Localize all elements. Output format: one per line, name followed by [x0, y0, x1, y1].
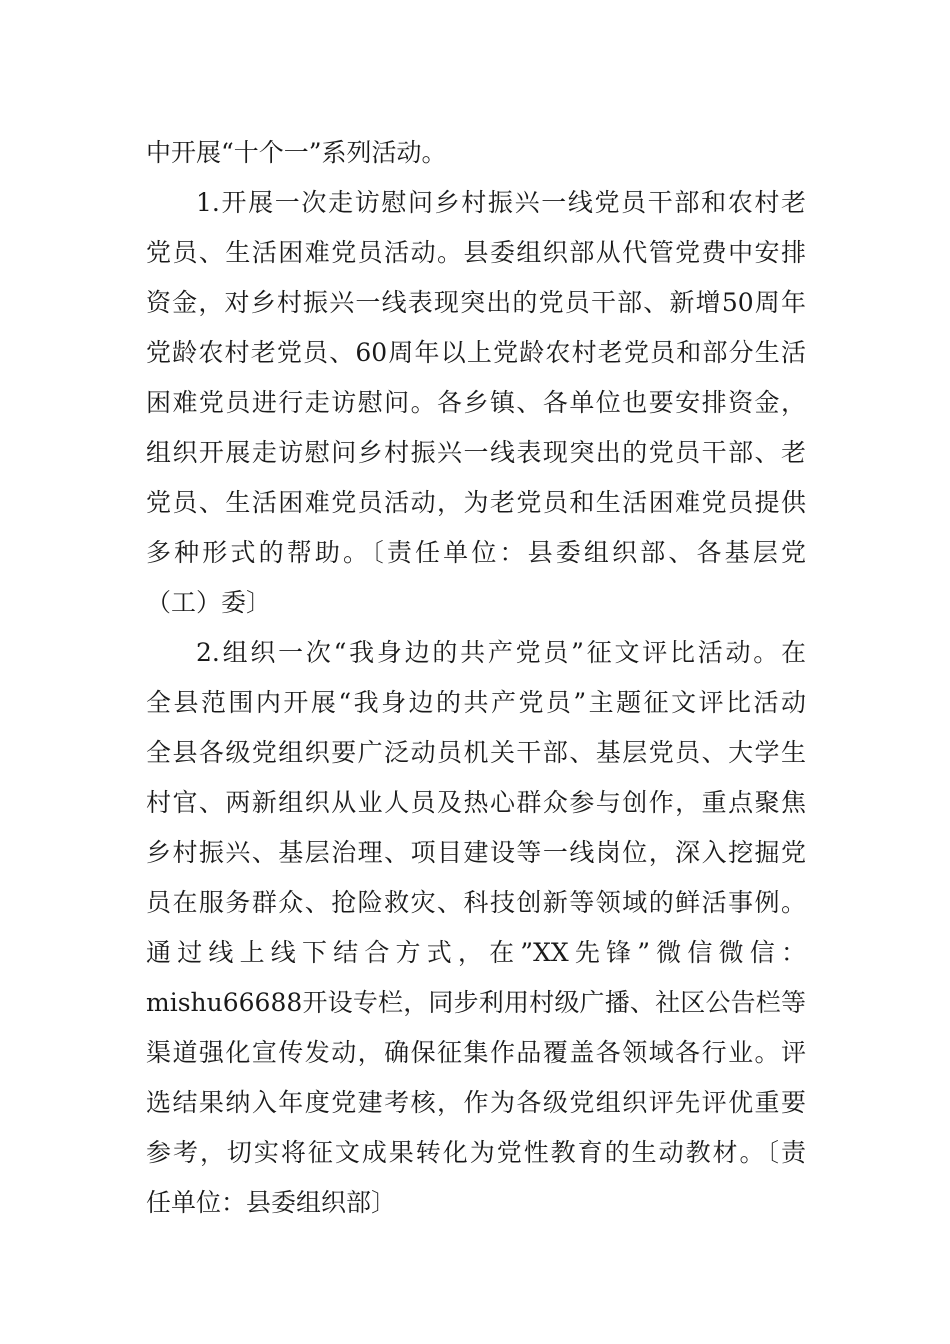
- paragraph-line: 党员、生活困难党员活动，为老党员和生活困难党员提供: [146, 488, 806, 517]
- paragraph-line: 选结果纳入年度党建考核，作为各级党组织评先评优重要: [146, 1088, 806, 1117]
- paragraph-line: （工）委〕: [146, 588, 272, 617]
- paragraph-line: mishu66688开设专栏，同步利用村级广播、社区公告栏等: [146, 988, 806, 1017]
- paragraph-line: 全县各级党组织要广泛动员机关干部、基层党员、大学生: [146, 738, 806, 767]
- paragraph-line: 组织开展走访慰问乡村振兴一线表现突出的党员干部、老: [146, 438, 806, 467]
- paragraph-line: 2.组织一次“我身边的共产党员”征文评比活动。在: [196, 638, 806, 667]
- paragraph-line: 党龄农村老党员、60周年以上党龄农村老党员和部分生活: [146, 338, 806, 367]
- paragraph-line: 参考，切实将征文成果转化为党性教育的生动教材。〔责: [146, 1138, 806, 1167]
- paragraph-line: 乡村振兴、基层治理、项目建设等一线岗位，深入挖掘党: [146, 838, 806, 867]
- paragraph-line: 资金，对乡村振兴一线表现突出的党员干部、新增50周年: [146, 288, 806, 317]
- paragraph-line: 党员、生活困难党员活动。县委组织部从代管党费中安排: [146, 238, 806, 267]
- paragraph-line: 渠道强化宣传发动，确保征集作品覆盖各领域各行业。评: [146, 1038, 806, 1067]
- paragraph-line: 通过线上线下结合方式，在”XX先锋”微信微信：: [146, 938, 806, 967]
- paragraph-line: 任单位：县委组织部〕: [146, 1188, 397, 1217]
- paragraph-line: 多种形式的帮助。〔责任单位：县委组织部、各基层党: [146, 538, 806, 567]
- paragraph-line: 中开展“十个一”系列活动。: [146, 138, 447, 167]
- paragraph-line: 员在服务群众、抢险救灾、科技创新等领域的鲜活事例。: [146, 888, 806, 917]
- paragraph-line: 村官、两新组织从业人员及热心群众参与创作，重点聚焦: [146, 788, 806, 817]
- paragraph-line: 全县范围内开展“我身边的共产党员”主题征文评比活动: [146, 688, 806, 717]
- paragraph-line: 1.开展一次走访慰问乡村振兴一线党员干部和农村老: [196, 188, 806, 217]
- paragraph-line: 困难党员进行走访慰问。各乡镇、各单位也要安排资金，: [146, 388, 806, 417]
- document-body: [146, 128, 806, 1228]
